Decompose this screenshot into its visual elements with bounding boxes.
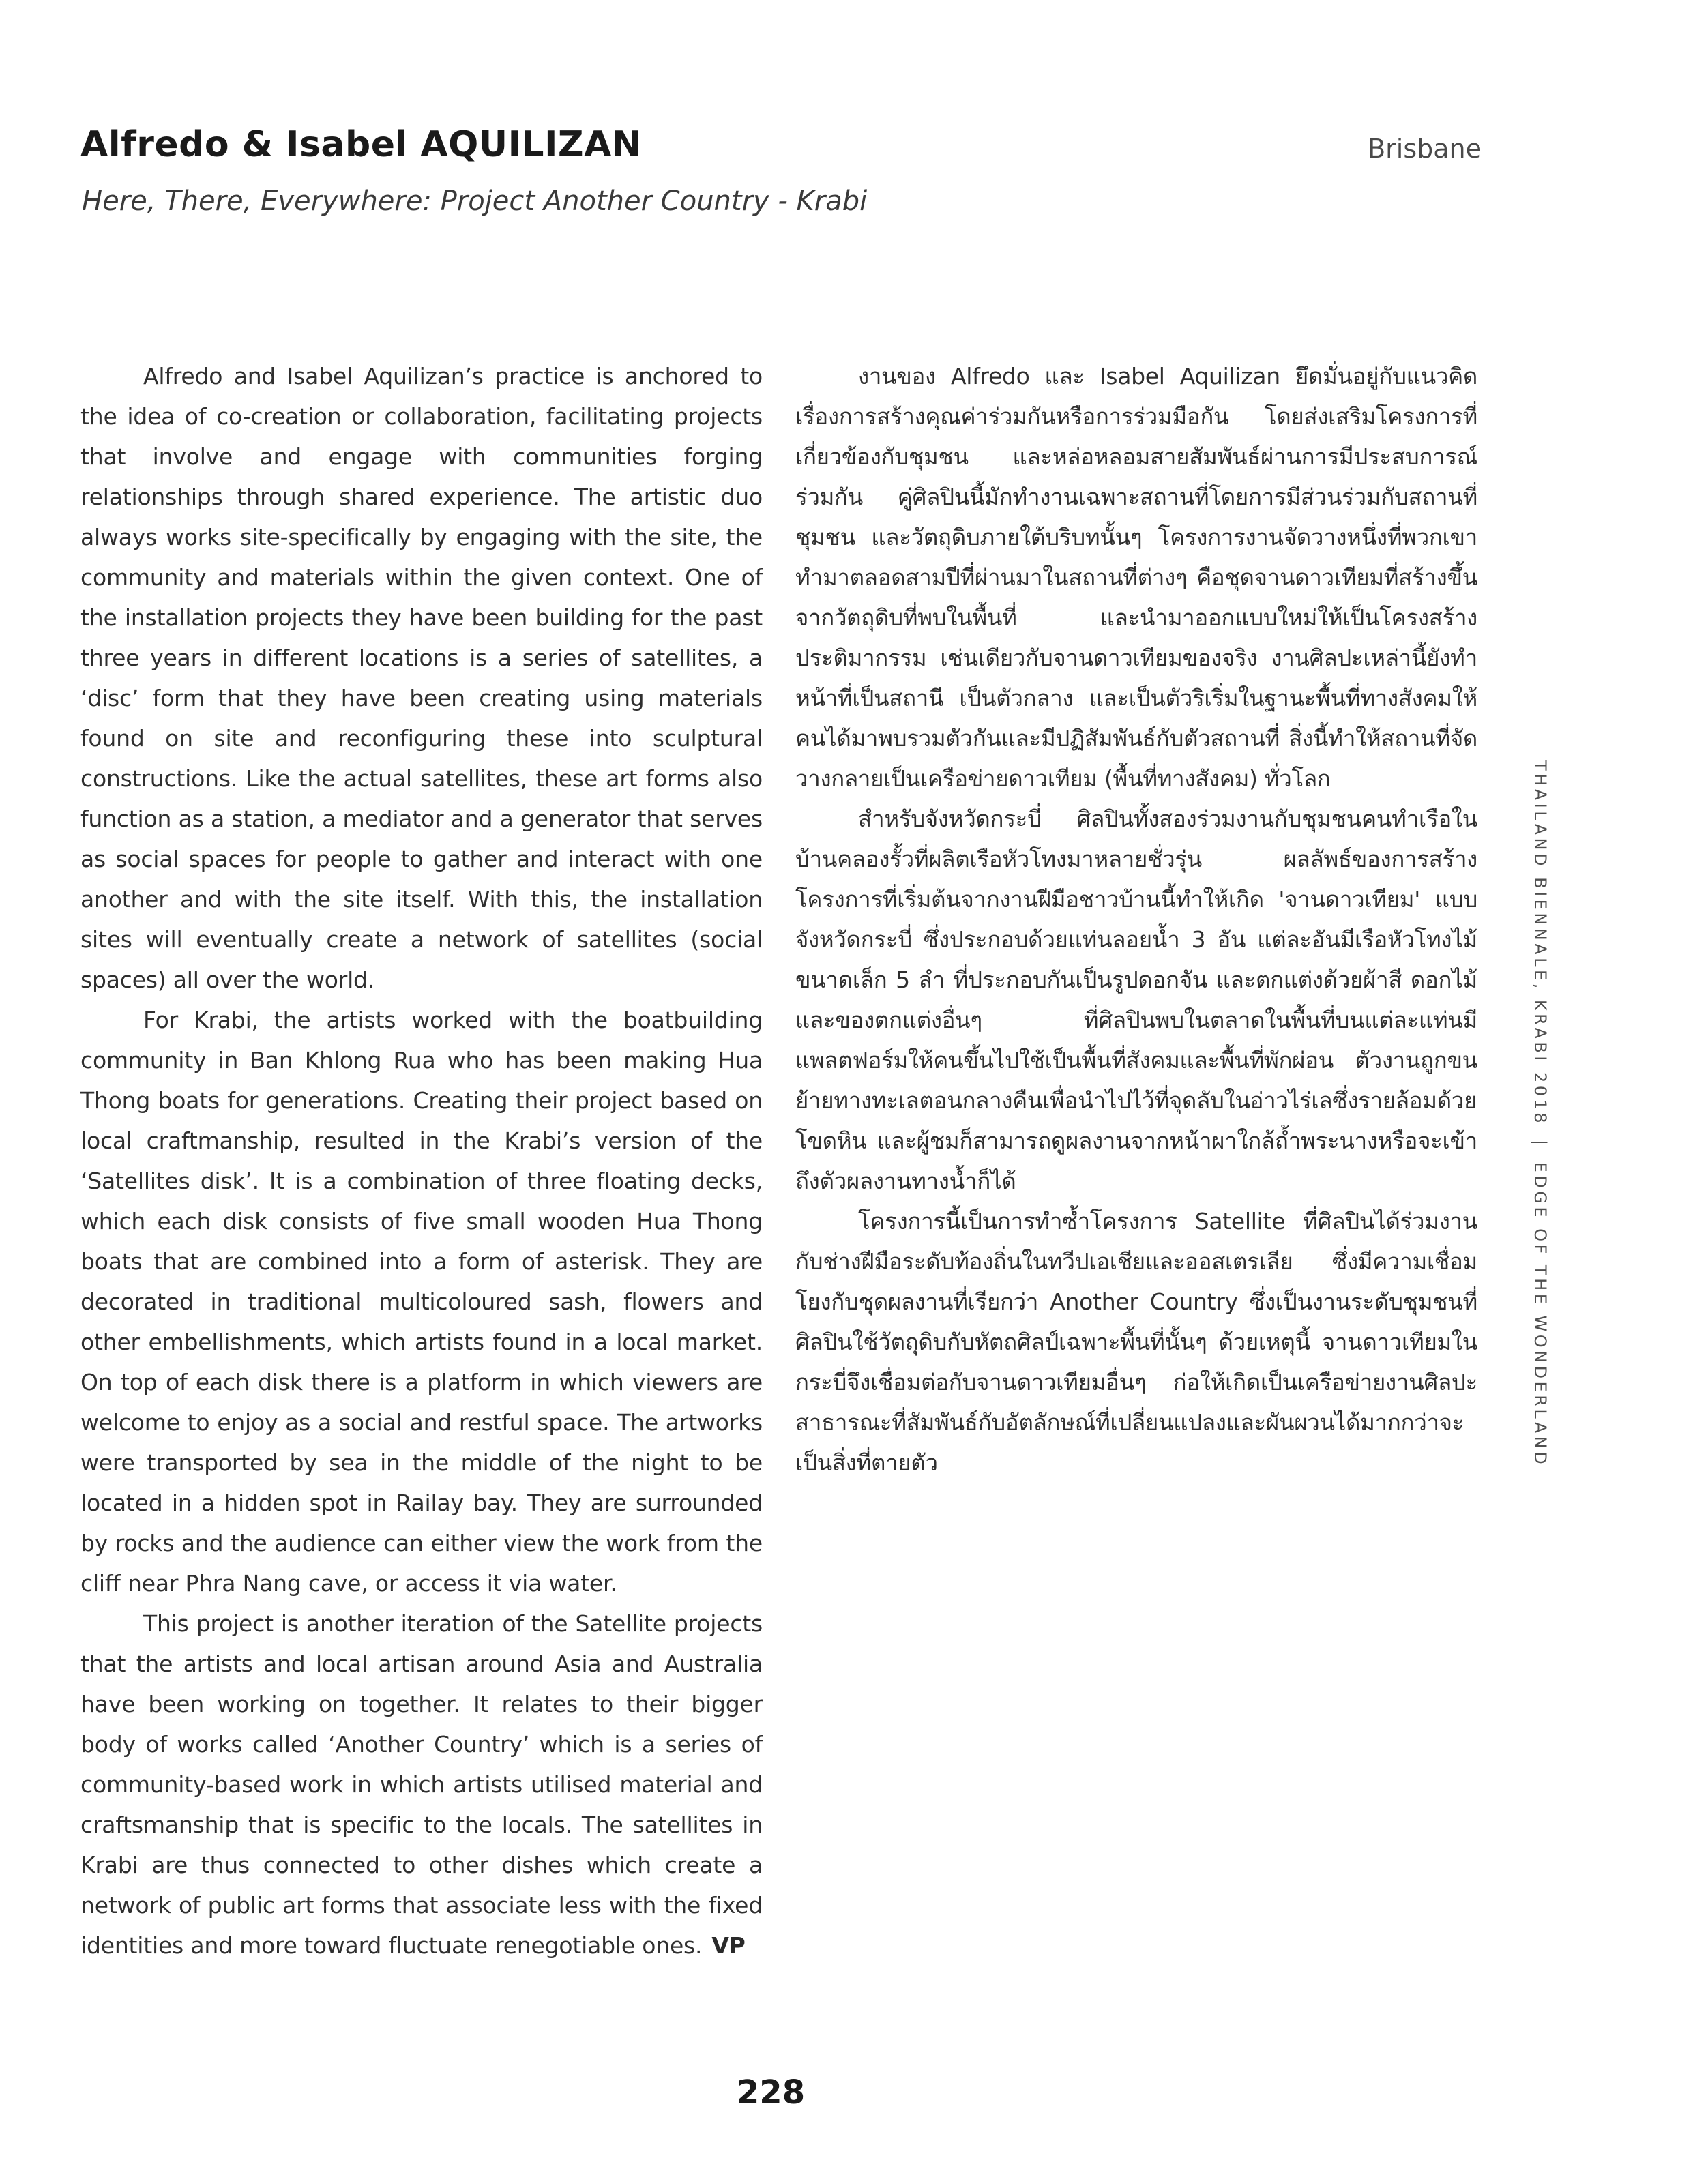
running-head-separator: | [1531, 1140, 1550, 1149]
running-head-theme: EDGE OF THE WONDERLAND [1531, 1162, 1550, 1468]
english-text-column [80, 356, 763, 1966]
thai-paragraph-3: โครงการนี้เป็นการทำซ้ำโครงการ Satellite ที่ศิลปินได้ร่วมงานกับช่างฝีมือระดับท้องถิ่นในทวีปเอเชียและออสเตรเลีย ซึ่งมีความเชื่อมโยงกับชุดผลงานที่เรียกว่า Another Country ซึ่งเป็นงานระดับชุมชนที่ศิลปินใช้วัตถุดิบกับหัตถศิลป์เฉพาะพื้นที่นั้นๆ ด้วยเหตุนี้ จานดาวเทียมในกระบี่จึงเชื่อมต่อกับจานดาวเทียมอื่นๆ ก่อให้เกิดเป็นเครือข่ายงานศิลปะสาธารณะที่สัมพันธ์กับอัตลักษณ์ที่เปลี่ยนแปลงและผันผวนได้มากกว่าจะเป็นสิ่งที่ตายตัว [795, 1208, 1477, 1476]
vertical-running-head [1531, 760, 1550, 1467]
english-paragraph-3 [80, 1603, 763, 1966]
artist-city: Brisbane [1368, 134, 1482, 164]
page-number: 228 [736, 2073, 806, 2112]
work-title: Here, There, Everywhere: Project Another Country - Krabi [82, 186, 868, 217]
english-paragraph-2: For Krabi, the artists worked with the boatbuilding community in Ban Khlong Rua who has been making Hua Thong boats for generations. Creating their project based on local craftmanship, resulted in the Krabi’s version of the ‘Satellites disk’. It is a combination of three floating decks, which each disk consists of five small wooden Hua Thong boats that are combined into a form of asterisk. They are decorated in traditional multicoloured sash, flowers and other embellishments, which artists found in a local market. On top of each disk there is a platform in which viewers are welcome to enjoy as a social and restful space. The artworks were transported by sea in the middle of the night to be located in a hidden spot in Railay bay. They are surrounded by rocks and the audience can either view the work from the cliff near Phra Nang cave, or access it via water. [80, 1007, 763, 1597]
thai-paragraph-2: สำหรับจังหวัดกระบี่ ศิลปินทั้งสองร่วมงานกับชุมชนคนทำเรือในบ้านคลองรั้วที่ผลิตเรือหัวโทงมาหลายชั่วรุ่น ผลลัพธ์ของการสร้างโครงการที่เริ่มต้นจากงานฝีมือชาวบ้านนี้ทำให้เกิด 'จานดาวเทียม' แบบจังหวัดกระบี่ ซึ่งประกอบด้วยแท่นลอยน้ำ 3 อัน แต่ละอันมีเรือหัวโทงไม้ขนาดเล็ก 5 ลำ ที่ประกอบกันเป็นรูปดอกจัน และตกแต่งด้วยผ้าสี ดอกไม้ และของตกแต่งอื่นๆ ที่ศิลปินพบในตลาดในพื้นที่บนแต่ละแท่นมีแพลตฟอร์มให้คนขึ้นไปใช้เป็นพื้นที่สังคมและพื้นที่พักผ่อน ตัวงานถูกขนย้ายทางทะเลตอนกลางคืนเพื่อนำไปไว้ที่จุดลับในอ่าวไร่เลซึ่งรายล้อมด้วยโขดหิน และผู้ชมก็สามารถดูผลงานจากหน้าผาใกล้ถ้ำพระนางหรือจะเข้าถึงตัวผลงานทางน้ำก็ได้ [795, 805, 1477, 1194]
artist-name: Alfredo & Isabel AQUILIZAN [80, 124, 642, 165]
english-paragraph-1: Alfredo and Isabel Aquilizan’s practice is anchored to the idea of co-creation or collaboration, facilitating projects that involve and engage with communities forging relationships through shared experience. The artistic duo always works site-specifically by engaging with the site, the community and materials within the given context. One of the installation projects they have been building for the past three years in different locations is a series of satellites, a ‘disc’ form that they have been creating using materials found on site and reconfiguring these into sculptural constructions. Like the actual satellites, these art forms also function as a station, a mediator and a generator that serves as social spaces for people to gather and interact with one another and with the site itself. With this, the installation sites will eventually create a network of satellites (social spaces) all over the world. [80, 363, 763, 993]
thai-paragraph-1: งานของ Alfredo และ Isabel Aquilizan ยึดมั่นอยู่กับแนวคิดเรื่องการสร้างคุณค่าร่วมกันหรือการร่วมมือกัน โดยส่งเสริมโครงการที่เกี่ยวข้องกับชุมชน และหล่อหลอมสายสัมพันธ์ผ่านการมีประสบการณ์ร่วมกัน คู่ศิลปินนี้มักทำงานเฉพาะสถานที่โดยการมีส่วนร่วมกับสถานที่ ชุมชน และวัตถุดิบภายใต้บริบทนั้นๆ โครงการงานจัดวางหนึ่งที่พวกเขาทำมาตลอดสามปีที่ผ่านมาในสถานที่ต่างๆ คือชุดจานดาวเทียมที่สร้างขึ้นจากวัตถุดิบที่พบในพื้นที่ และนำมาออกแบบใหม่ให้เป็นโครงสร้างประติมากรรม เช่นเดียวกับจานดาวเทียมของจริง งานศิลปะเหล่านี้ยังทำหน้าที่เป็นสถานี เป็นตัวกลาง และเป็นตัวริเริ่มในฐานะพื้นที่ทางสังคมให้คนได้มาพบรวมตัวกันและมีปฏิสัมพันธ์กับตัวสถานที่ สิ่งนี้ทำให้สถานที่จัดวางกลายเป็นเครือข่ายดาวเทียม (พื้นที่ทางสังคม) ทั่วโลก [795, 363, 1477, 792]
author-initials: VP [711, 1932, 746, 1959]
english-paragraph-3-text: This project is another iteration of the Satellite projects that the artists and local artisan around Asia and Australia have been working on together. It relates to their bigger body of works called ‘Another Country’ which is a series of community-based work in which artists utilised material and craftsmanship that is specific to the locals. The satellites in Krabi are thus connected to other dishes which create a network of public art forms that associate less with the fixed identities and more toward fluctuate renegotiable ones. [80, 1610, 763, 1959]
thai-text-column [795, 356, 1477, 1483]
running-head-event: THAILAND BIENNALE, KRABI 2018 [1531, 760, 1550, 1127]
